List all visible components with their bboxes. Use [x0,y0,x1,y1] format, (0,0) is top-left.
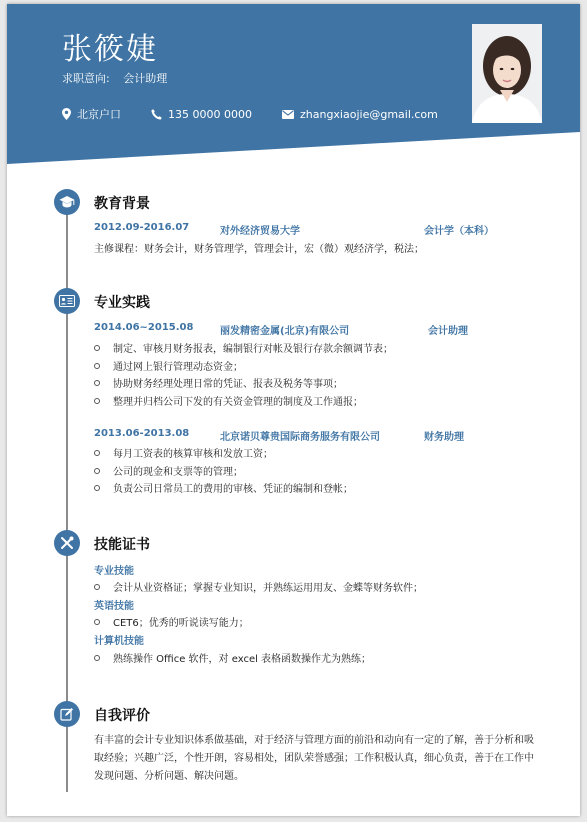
location-text: 北京户口 [77,108,121,121]
skill-item: 熟练操作 Office 软件，对 excel 表格函数操作尤为熟练； [94,650,371,665]
job-2-duty: 每月工资表的核算审核和发放工资； [94,445,273,460]
job-1-company: 丽发精密金属(北京)有限公司 [220,326,350,337]
job-1-duty: 通过网上银行管理动态资金； [94,358,243,373]
evaluation-section-icon [54,701,80,727]
evaluation-text: 有丰富的会计专业知识体系做基础，对于经济与管理方面的前沿和动向有一定的了解，善于分析和吸取经验；兴趣广泛，个性开朗，容易相处，团队荣誉感强；工作积极认真，细心负责，善于在工作中发现问题、分析问题、解决问题。 [94,735,534,782]
education-school: 对外经济贸易大学 [220,226,300,237]
tools-icon [60,536,74,550]
skill-item: 会计从业资格证；掌握专业知识，并熟练运用用友、金蝶等财务软件； [94,579,423,594]
job-2-role: 财务助理 [424,432,464,443]
education-courses: 主修课程：财务会计，财务管理学，管理会计，宏（微）观经济学，税法； [94,244,424,255]
evaluation-section-title: 自我评价 [94,708,150,724]
job-1-duty: 制定、审核月财务报表，编制银行对帐及银行存款余额调节表； [94,340,393,355]
contact-email [282,108,438,121]
contact-location [62,106,121,122]
location-pin-icon [62,108,71,120]
job-1-duty: 整理并归档公司下发的有关资金管理的制度及工作通报； [94,393,363,408]
job-intent [62,70,167,86]
education-major: 会计学（本科） [424,226,494,237]
id-card-icon [59,295,75,307]
skills-section-title: 技能证书 [94,537,150,553]
skill-heading: 英语技能 [94,601,134,612]
education-period: 2012.09-2016.07 [94,222,190,233]
job-1-role: 会计助理 [428,326,468,337]
job-2-duty: 公司的现金和支票等的管理； [94,463,243,478]
resume-page [7,4,580,816]
contact-phone [151,108,252,121]
practice-section-title: 专业实践 [94,295,150,311]
skill-heading: 计算机技能 [94,636,144,647]
email-text: zhangxiaojie@gmail.com [299,107,438,121]
graduation-cap-icon [59,195,75,209]
phone-text: 135 0000 0000 [168,107,252,121]
edit-icon [60,707,74,721]
education-section-icon [54,189,80,215]
profile-photo [472,24,542,123]
job-2-period: 2013.06-2013.08 [94,428,190,439]
phone-icon [151,109,162,120]
email-icon [282,110,294,119]
practice-section-icon [54,288,80,314]
skill-heading: 专业技能 [94,566,134,577]
job-intent-value: 会计助理 [123,72,168,85]
contact-info [62,106,468,122]
job-1-period: 2014.06~2015.08 [94,322,194,333]
candidate-name: 张筱婕 [62,32,158,67]
education-section-title: 教育背景 [94,196,150,212]
skill-item: CET6；优秀的听说读写能力； [94,614,249,629]
job-intent-label: 求职意向: [62,72,110,85]
skills-section-icon [54,530,80,556]
job-2-company: 北京诺贝尊贵国际商务服务有限公司 [220,432,380,443]
job-1-duty: 协助财务经理处理日常的凭证、报表及税务等事项； [94,375,343,390]
job-2-duty: 负责公司日常员工的费用的审核、凭证的编制和登帐； [94,480,353,495]
